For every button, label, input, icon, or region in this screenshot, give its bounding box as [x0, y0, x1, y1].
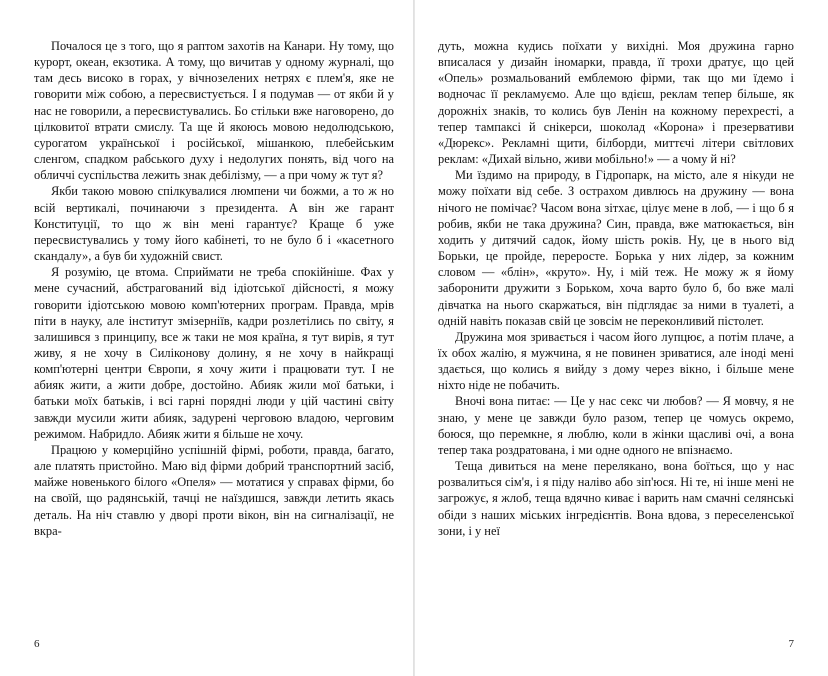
left-page-text — [34, 38, 394, 539]
paragraph: Дружина моя зривається і часом його лупцює, а потім плаче, а їх обох жалію, я мужчина, я не повинен зриватися, але іноді мені здається, що колись я вийду з дому через вікно, і більше мене ніхто ніде не побачить. — [438, 329, 794, 393]
paragraph: Працюю у комерційно успішній фірмі, роботи, правда, багато, але платять пристойно. Маю від фірми добрий транспортний засіб, майже новенького білого «Опеля» — мотатися у справах фірми, бо на своїй, що радянській, тачці не наїздишся, завжди летить якась деталь. На ніч ставлю у дворі проти вікон, він на сигналізації, не вкра- — [34, 442, 394, 538]
paragraph: дуть, можна кудись поїхати у вихідні. Моя дружина гарно вписалася у дизайн іномарки, правда, її трохи дратує, що цей «Опель» розмальований емблемою фірми, так що ми їдемо і водночас її рекламуємо. Але що вдієш, реклам тепер більше, як дорожніх знаків, то колись був Ленін на кожному перехресті, а тепер тампаксі й снікерси, шоколад «Корона» і презервативи «Дюрекс». Рекламні щити, білборди, миттєчі літери світлових реклам: «Дихай вільно, живи мобільно!» — а чому й ні? — [438, 39, 794, 167]
paragraph: Я розумію, це втома. Сприймати не треба спокійніше. Фах у мене сучасний, абстрагований від ідіотської дійсності, я можу говорити ідіотською мовою комп'ютерних програм. Правда, мрів піти в науку, але інститут змізерніїв, кадри розлетілись по світу, я залишився з принципу, все ж таки не моя країна, я тут вирів, я тут живу, я не хочу в Силіконову долину, я не хочу в найкращі комп'ютерні центри Європи, я хочу жити і працювати тут. І не абияк жити, а жити добре, достойно. Абияк жили мої батьки, і батьки моїх батьків, і всі гарні порядні люди у цій частині світу завжди мусили жити абияк, задурені черговою владою, черговим режимом. Набридло. Абияк жити я більше не хочу. — [34, 265, 394, 441]
right-page-text — [438, 38, 794, 539]
paragraph: Почалося це з того, що я раптом захотів на Канари. Ну тому, що курорт, океан, екзотика. А тому, що вичитав у одному журналі, що там десь високо в горах, у вічнозелених нетрях є плем'я, яке не говорити між собою, а пересвистується. І я подумав — от якби й у нас не говорили, а пересвистувались. Бо стільки вже наговорено, до цілковитої втрати смислу. Та ще й якоюсь мовою недолюдською, сурогатом української і російської, мішанкою, плебейським сленгом, спадком рабського духу і недолугих понять, від чого на обличчі суспільства лежить знак дебілізму, — а при чому ж тут я? — [34, 39, 394, 183]
paragraph: Теща дивиться на мене перелякано, вона боїться, що у нас розвалиться сім'я, і я піду наліво або зіп'юся. Ні те, ні інше мені не загрожує, я жлоб, теща вдячно киває і варить нам смачні селянські обіди з наших міських інгредієнтів. Вона вдова, з переселенської зони, і у неї — [438, 459, 794, 538]
paragraph: Вночі вона питає: — Це у нас секс чи любов? — Я мовчу, я не знаю, у мене це завжди було разом, тепер це чомусь окремо, боюся, що перемкне, я люблю, коли в жінки щасливі очі, а вона тепер така роздратована, і ми одне одного не впізнаємо. — [438, 394, 794, 457]
right-page — [414, 0, 828, 676]
page-number-left: 6 — [34, 638, 40, 650]
page-number-right: 7 — [788, 638, 794, 650]
paragraph: Якби такою мовою спілкувалися люмпени чи божми, а то ж но всій вертикалі, починаючи з президента. А він же гарант Конституції, то що ж він мені гарантує? Краще б уже пересвистувались у тому його кабінеті, то не було б і «касетного скандалу», а був би художній свист. — [34, 184, 394, 264]
paragraph: Ми їздимо на природу, в Гідропарк, на місто, але я нікуди не можу поїхати від себе. З острахом дивлюсь на дружину — вона нічого не помічає? Часом вона зітхає, цілує мене в лоб, — і що б я робив, якби не така дружина? Син, правда, вже матюкається, він ходить у дитячий садок, йому шість років. Ну, це в нього від Борьки, це пройде, переросте. Борька у них лідер, за кожним словом — «блін», «круто». Ну, і мій теж. Не можу ж я йому заборонити дружити з Борьком, хоча варто було б, бо вже малі дівчатка на нього скаржаться, він підглядає за ними в туалеті, а одній навіть показав свій це зовсім не переконливий пістолет. — [438, 168, 794, 328]
